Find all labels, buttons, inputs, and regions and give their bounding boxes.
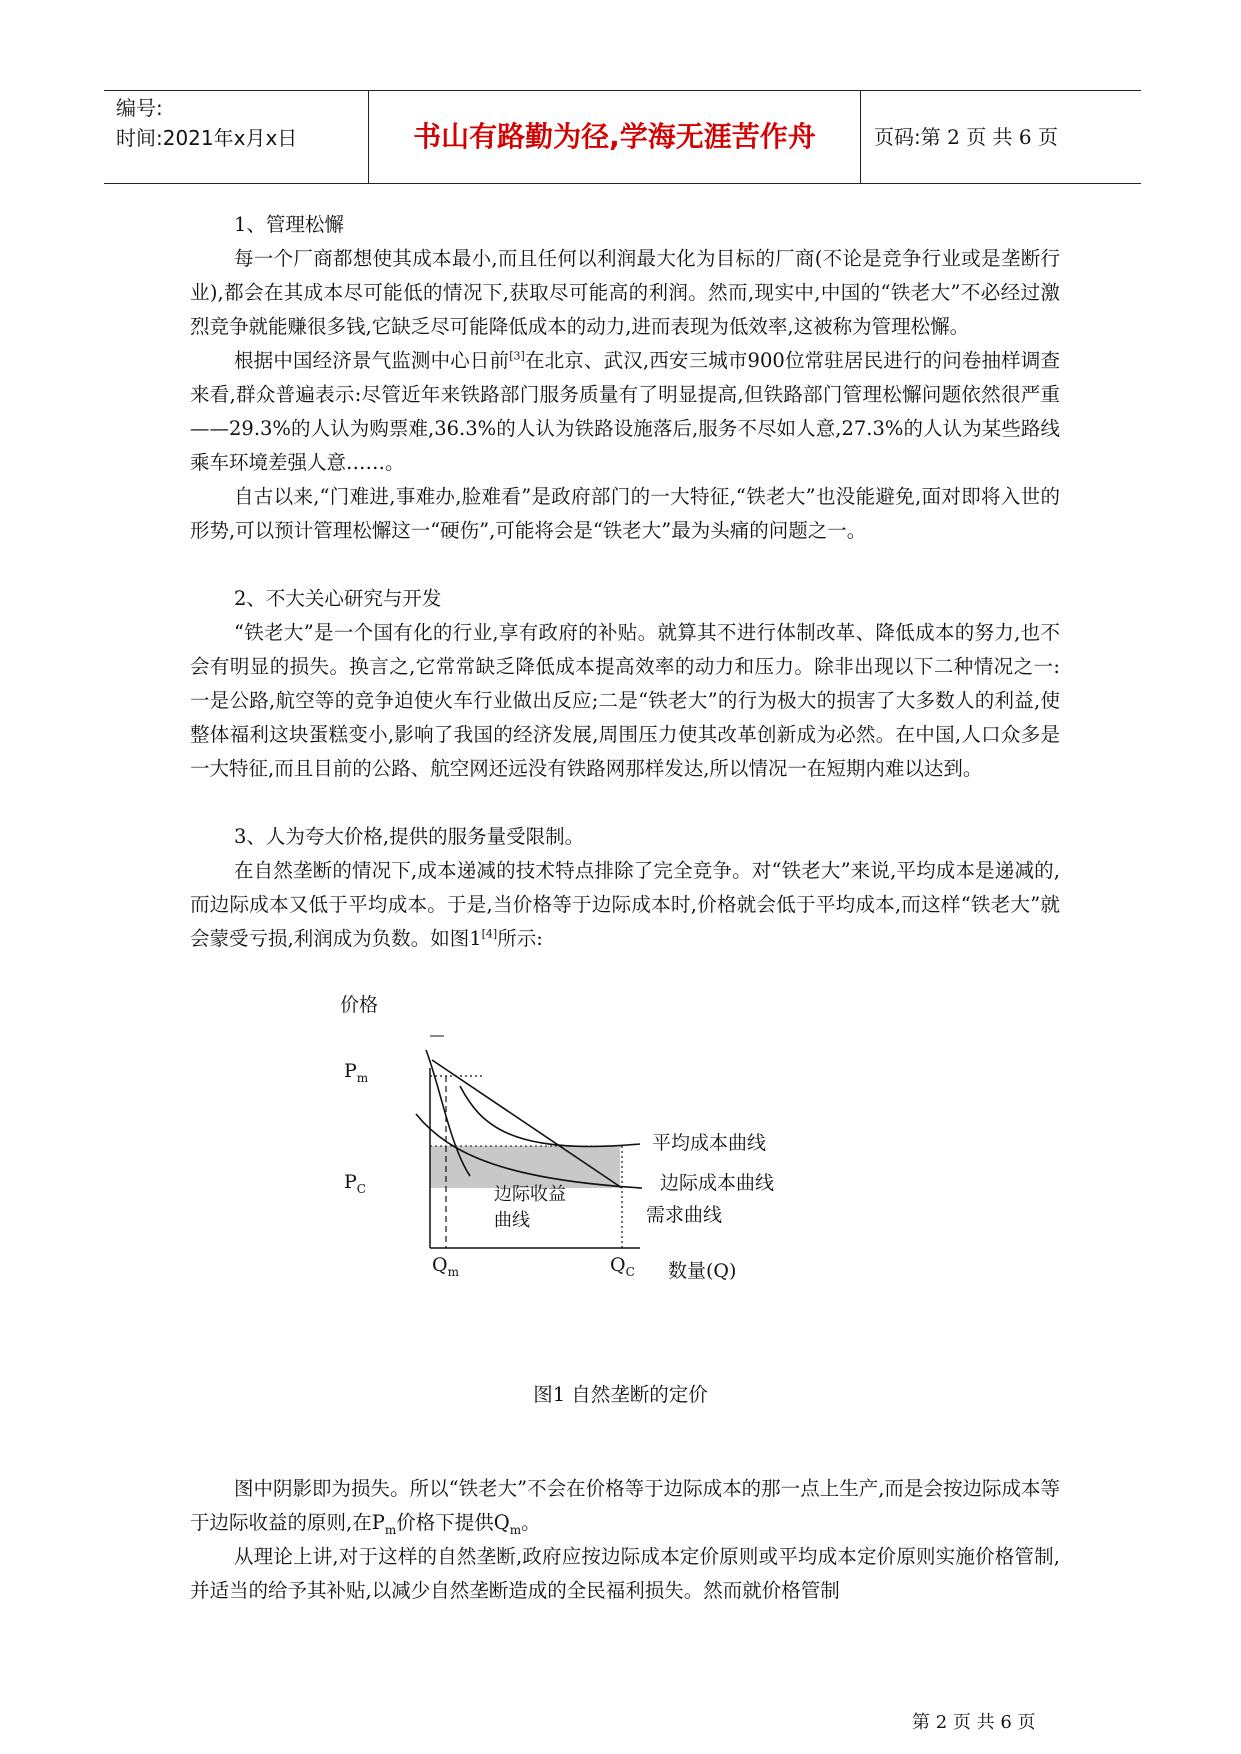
citation: [4] <box>481 927 498 941</box>
paragraph: 根据中国经济景气监测中心日前[3]在北京、武汉,西安三城市900位常驻居民进行的问卷抽样调查来看,群众普遍表示:尽管近年来铁路部门服务质量有了明显提高,但铁路部门管理松懈问题依然很严重——29.3%的人认为购票难,36.3%的人认为铁路设施落后,服务不尽如人意,27.3%的人认为某些路线乘车环境差强人意……。 <box>190 349 1060 474</box>
pc-label: $P_C$ <box>344 1171 366 1196</box>
page-header <box>104 90 1141 184</box>
page-footer: 第 2 页 共 6 页 <box>912 1712 1036 1733</box>
figure-svg <box>360 1046 900 1336</box>
page-number: 2 <box>947 125 960 149</box>
page-label: 页码:第 <box>874 125 941 149</box>
pm-label: $P_m$ <box>344 1060 369 1085</box>
y-axis-label: 价格 <box>340 994 379 1016</box>
time-label: 时间:2021年x月x日 <box>116 126 298 150</box>
section-heading: 2、不大关心研究与开发 <box>234 587 442 610</box>
figure-caption: 图1 自然垄断的定价 <box>533 1383 708 1406</box>
x-axis-label: 数量(Q) <box>668 1260 737 1282</box>
section-heading: 3、人为夸大价格,提供的服务量受限制。 <box>234 825 585 848</box>
average-cost-label: 平均成本曲线 <box>652 1132 767 1154</box>
section-heading: 1、管理松懈 <box>234 213 344 236</box>
qc-label: $Q_C$ <box>610 1254 635 1279</box>
paragraph: “铁老大”是一个国有化的行业,享有政府的补贴。就算其不进行体制改革、降低成本的努力,也不会有明显的损失。换言之,它常常缺乏降低成本提高效率的动力和压力。除非出现以下二种情况之一:一是公路,航空等的竞争迫使火车行业做出反应;二是“铁老大”的行为极大的损害了大多数人的利益,使整体福利这块蛋糕变小,影响了我国的经济发展,周围压力使其改革创新成为必然。在中国,人口众多是一大特征,而且目前的公路、航空网还远没有铁路网那样发达,所以情况一在短期内难以达到。 <box>190 621 1060 780</box>
average-cost-curve <box>460 1086 640 1147</box>
marginal-cost-label: 边际成本曲线 <box>660 1172 775 1194</box>
header-page-info <box>874 91 1058 183</box>
citation: [3] <box>509 349 525 363</box>
page-mid: 页 共 <box>966 125 1013 149</box>
natural-monopoly-figure <box>340 994 900 1336</box>
marginal-revenue-label: 边际收益 曲线 <box>494 1184 566 1231</box>
paragraph: 每一个厂商都想使其成本最小,而且任何以利润最大化为目标的厂商(不论是竞争行业或是垄断行业),都会在其成本尽可能低的情况下,获取尽可能高的利润。然而,现实中,中国的“铁老大”不必经过激烈竞争就能赚很多钱,它缺乏尽可能降低成本的动力,进而表现为低效率,这被称为管理松懈。 <box>190 247 1060 338</box>
page-total: 6 <box>1018 125 1032 149</box>
header-motto: 书山有路勤为径,学海无涯苦作舟 <box>413 120 816 153</box>
body-text-continued <box>190 1472 1060 1608</box>
paragraph: 在自然垄断的情况下,成本递减的技术特点排除了完全竞争。对“铁老大”来说,平均成本是递减的,而边际成本又低于平均成本。于是,当价格等于边际成本时,价格就会低于平均成本,而这样“铁老大”就会蒙受亏损,利润成为负数。如图1[4]所示: <box>190 859 1060 950</box>
header-meta <box>116 93 297 153</box>
page-end: 页 <box>1038 125 1059 149</box>
number-label: 编号: <box>116 96 163 120</box>
body-text <box>190 208 1060 956</box>
paragraph: 从理论上讲,对于这样的自然垄断,政府应按边际成本定价原则或平均成本定价原则实施价格管制,并适当的给予其补贴,以减少自然垄断造成的全民福利损失。然而就价格管制 <box>190 1545 1060 1602</box>
paragraph: 自古以来,“门难进,事难办,脸难看”是政府部门的一大特征,“铁老大”也没能避免,面对即将入世的形势,可以预计管理松懈这一“硬伤”,可能将会是“铁老大”最为头痛的问题之一。 <box>190 485 1060 542</box>
paragraph: 图中阴影即为损失。所以“铁老大”不会在价格等于边际成本的那一点上生产,而是会按边际成本等于边际收益的原则,在$P_m$价格下提供$Q_m$。 <box>190 1477 1060 1537</box>
demand-label: 需求曲线 <box>646 1204 723 1226</box>
qm-label: $Q_m$ <box>432 1254 459 1279</box>
header-divider <box>860 91 861 183</box>
